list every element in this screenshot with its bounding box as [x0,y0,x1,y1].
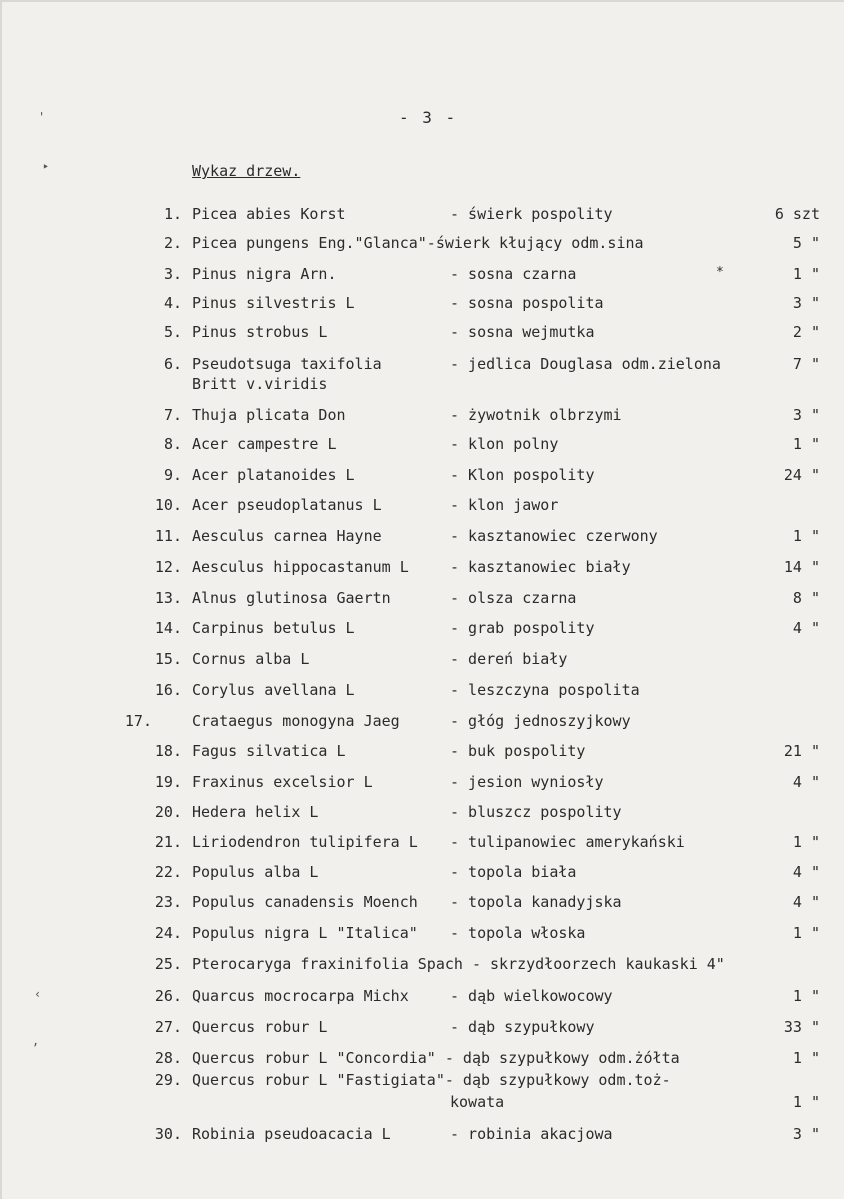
latin-name: Corylus avellana L [192,681,355,699]
tree-count: 4 " [792,893,820,911]
polish-name: - Klon pospolity [450,466,595,484]
tree-count: 1 " [792,435,820,453]
row-number: 8. [163,435,182,453]
latin-name: Acer pseudoplatanus L [192,496,382,514]
polish-name: - sosna wejmutka [450,323,595,341]
latin-name: Cornus alba L [192,650,310,668]
polish-name: - leszczyna pospolita [450,681,640,699]
latin-name: Fagus silvatica L [192,742,346,760]
tree-count: 1 " [792,1049,820,1067]
polish-name: - dąb wielkowocowy [450,987,613,1005]
row-number: 18. [154,742,182,760]
latin-name: Liriodendron tulipifera L [192,833,418,851]
row-number: 28. [154,1049,182,1067]
polish-name: - topola biała [450,863,577,881]
row-number: 4. [163,294,182,312]
row-number: 17. [124,712,152,730]
margin-mark: ‹ [34,987,42,1001]
latin-name: Aesculus hippocastanum L [192,558,409,576]
polish-name: - buk pospolity [450,742,586,760]
latin-name: Thuja plicata Don [192,406,346,424]
row-number: 25. [154,955,182,973]
row-number: 11. [154,527,182,545]
latin-name: Hedera helix L [192,803,319,821]
row-number: 14. [154,619,182,637]
latin-name: Pinus nigra Arn. [192,265,337,283]
row-number: 27. [154,1018,182,1036]
polish-name: - topola kanadyjska [450,893,622,911]
latin-name: Populus canadensis Moench [192,893,418,911]
row-number: 22. [154,863,182,881]
latin-name: Robinia pseudoacacia L [192,1125,391,1143]
latin-name: Alnus glutinosa Gaertn [192,589,391,607]
latin-name: Britt v.viridis [192,375,328,393]
tree-count: 21 " [783,742,820,760]
tree-count: 3 " [792,294,820,312]
polish-name: - bluszcz pospolity [450,803,622,821]
row-number: 24. [154,924,182,942]
tree-count: 3 " [792,406,820,424]
tree-count: 1 " [792,1093,820,1111]
row-number: 29. [154,1071,182,1089]
polish-name: - głóg jednoszyjkowy [450,712,631,730]
polish-name: - dąb szypułkowy [450,1018,595,1036]
margin-mark: ‣ [42,160,50,174]
polish-name: kowata [450,1093,505,1111]
row-number: 20. [154,803,182,821]
tree-count: 14 " [783,558,820,576]
row-number: 12. [154,558,182,576]
tree-count: 1 " [792,833,820,851]
asterisk-mark: * [716,265,724,280]
row-number: 2. [163,234,182,252]
polish-name: - robinia akacjowa [450,1125,613,1143]
latin-name: Pinus strobus L [192,323,328,341]
latin-name: Pterocaryga fraxinifolia Spach - skrzydłoorzech kaukaski 4" [192,955,725,973]
polish-name: - dereń biały [450,650,568,668]
polish-name: - jedlica Douglasa odm.zielona [450,355,721,373]
row-number: 23. [154,893,182,911]
tree-count: 4 " [792,773,820,791]
row-number: 3. [163,265,182,283]
tree-count: 6 szt [774,205,820,223]
polish-name: - klon polny [450,435,559,453]
row-number: 1. [163,205,182,223]
latin-name: Aesculus carnea Hayne [192,527,382,545]
latin-name: Picea pungens Eng."Glanca"-świerk kłujący odm.sina [192,234,644,252]
latin-name: Quercus robur L "Concordia" - dąb szypułkowy odm.żółta [192,1049,680,1067]
polish-name: - kasztanowiec czerwony [450,527,658,545]
latin-name: Picea abies Korst [192,205,346,223]
row-number: 9. [163,466,182,484]
row-number: 26. [154,987,182,1005]
tree-count: 1 " [792,527,820,545]
row-number: 21. [154,833,182,851]
row-number: 16. [154,681,182,699]
polish-name: - jesion wyniosły [450,773,604,791]
polish-name: - klon jawor [450,496,559,514]
latin-name: Quercus robur L [192,1018,328,1036]
latin-name: Populus alba L [192,863,319,881]
polish-name: - kasztanowiec biały [450,558,631,576]
margin-mark: , [32,1034,40,1048]
tree-count: 4 " [792,863,820,881]
tree-count: 7 " [792,355,820,373]
tree-count: 1 " [792,924,820,942]
row-number: 6. [163,355,182,373]
tree-count: 8 " [792,589,820,607]
tree-count: 24 " [783,466,820,484]
polish-name: - sosna czarna [450,265,577,283]
row-number: 13. [154,589,182,607]
latin-name: Pseudotsuga taxifolia [192,355,382,373]
latin-name: Acer campestre L [192,435,337,453]
polish-name: - grab pospolity [450,619,595,637]
polish-name: - sosna pospolita [450,294,604,312]
list-title: Wykaz drzew. [192,162,301,180]
polish-name: - olsza czarna [450,589,577,607]
row-number: 7. [163,406,182,424]
row-number: 19. [154,773,182,791]
row-number: 15. [154,650,182,668]
latin-name: Populus nigra L "Italica" [192,924,418,942]
row-number: 10. [154,496,182,514]
latin-name: Crataegus monogyna Jaeg [192,712,400,730]
tree-count: 4 " [792,619,820,637]
row-number: 5. [163,323,182,341]
margin-mark: ' [38,110,46,124]
tree-count: 1 " [792,987,820,1005]
tree-count: 1 " [792,265,820,283]
latin-name: Acer platanoides L [192,466,355,484]
tree-count: 2 " [792,323,820,341]
page-number: - 3 - [399,108,458,127]
polish-name: - żywotnik olbrzymi [450,406,622,424]
polish-name: - świerk pospolity [450,205,613,223]
latin-name: Quercus robur L "Fastigiata"- dąb szypułkowy odm.toż- [192,1071,671,1089]
latin-name: Pinus silvestris L [192,294,355,312]
polish-name: - tulipanowiec amerykański [450,833,685,851]
row-number: 30. [154,1125,182,1143]
latin-name: Carpinus betulus L [192,619,355,637]
latin-name: Quarcus mocrocarpa Michx [192,987,409,1005]
polish-name: - topola włoska [450,924,586,942]
tree-count: 33 " [783,1018,820,1036]
latin-name: Fraxinus excelsior L [192,773,373,791]
tree-count: 5 " [792,234,820,252]
tree-count: 3 " [792,1125,820,1143]
